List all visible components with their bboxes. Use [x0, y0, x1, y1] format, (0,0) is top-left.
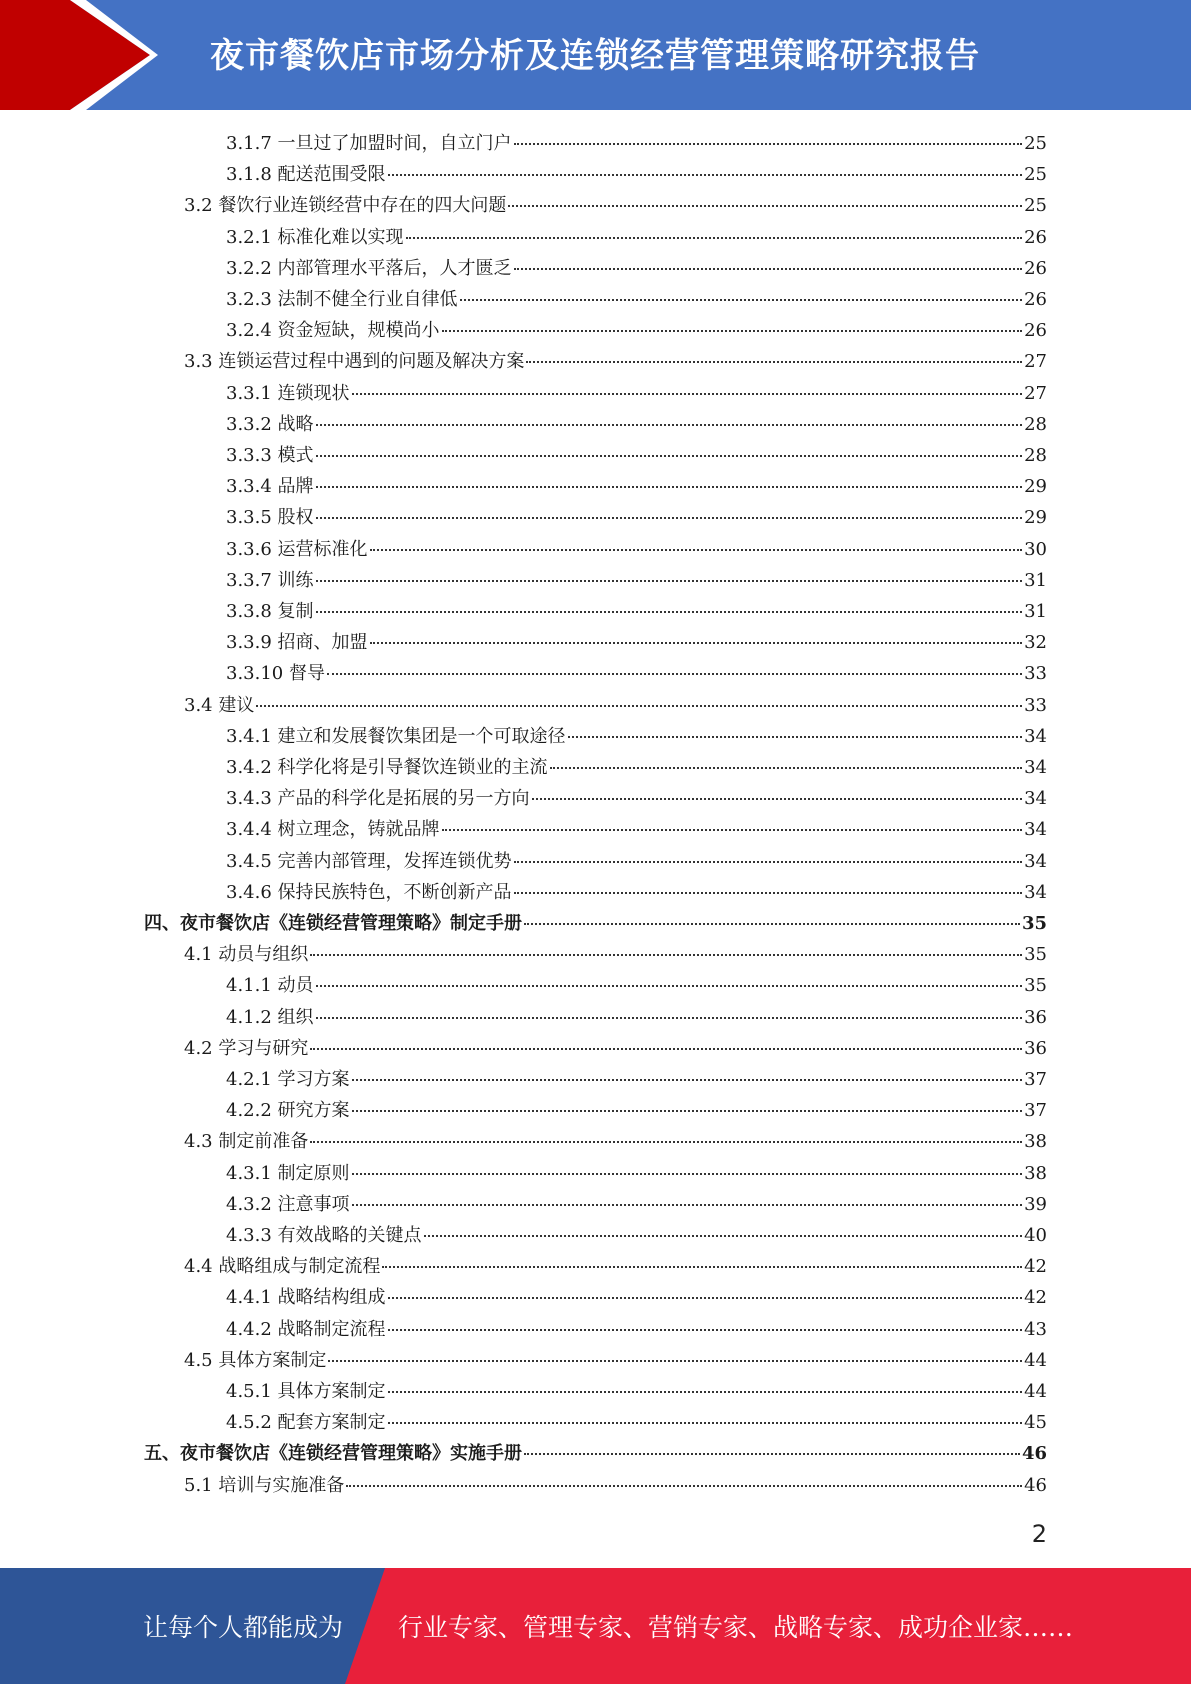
toc-entry-page: 28	[1024, 413, 1047, 435]
toc-entry[interactable]	[184, 939, 1047, 970]
page-number: 2	[1031, 1520, 1047, 1548]
footer-slogan-left: 让每个人都能成为	[143, 1613, 344, 1642]
toc-entry[interactable]	[226, 596, 1047, 627]
toc-dot-leader	[550, 766, 1023, 769]
toc-entry[interactable]	[226, 1189, 1047, 1220]
toc-dot-leader	[524, 922, 1020, 925]
toc-entry-label: 4.4.1 战略结构组成	[226, 1287, 386, 1309]
toc-dot-leader	[514, 142, 1023, 145]
toc-entry-label: 4.3.2 注意事项	[226, 1193, 350, 1215]
toc-entry[interactable]	[184, 190, 1047, 221]
toc-dot-leader	[352, 1172, 1023, 1175]
toc-entry-page: 42	[1024, 1287, 1047, 1309]
toc-entry-page: 29	[1024, 476, 1047, 498]
toc-entry[interactable]	[226, 315, 1047, 346]
toc-entry-page: 34	[1024, 788, 1047, 810]
toc-entry-page: 34	[1024, 850, 1047, 872]
toc-dot-leader	[346, 1484, 1022, 1487]
toc-entry[interactable]	[226, 253, 1047, 284]
toc-entry-label: 3.1.8 配送范围受限	[226, 164, 386, 186]
toc-entry[interactable]	[226, 222, 1047, 253]
toc-entry-page: 26	[1024, 257, 1047, 279]
toc-dot-leader	[352, 392, 1023, 395]
toc-entry-label: 3.2.2 内部管理水平落后，人才匮乏	[226, 257, 512, 279]
toc-dot-leader	[514, 267, 1023, 270]
toc-entry-label: 3.3.1 连锁现状	[226, 382, 350, 404]
toc-entry-label: 3.4.2 科学化将是引导餐饮连锁业的主流	[226, 757, 548, 778]
toc-entry[interactable]	[144, 1438, 1047, 1469]
toc-entry-label: 3.3.8 复制	[226, 601, 314, 622]
toc-dot-leader	[460, 298, 1023, 301]
toc-dot-leader	[388, 1421, 1023, 1424]
toc-entry[interactable]	[226, 783, 1047, 814]
toc-entry[interactable]	[184, 1126, 1047, 1157]
toc-entry-label: 3.3.3 模式	[226, 445, 314, 466]
toc-entry-page: 32	[1024, 632, 1047, 654]
toc-entry-page: 25	[1024, 133, 1047, 154]
toc-entry-label: 3.4.4 树立理念，铸就品牌	[226, 819, 440, 841]
toc-entry-page: 36	[1024, 1037, 1047, 1059]
toc-dot-leader	[382, 1265, 1022, 1268]
toc-entry[interactable]	[226, 1158, 1047, 1189]
toc-entry[interactable]	[226, 378, 1047, 409]
toc-entry-label: 4.2.1 学习方案	[226, 1069, 350, 1090]
toc-dot-leader	[442, 329, 1023, 332]
toc-entry-page: 38	[1024, 1162, 1047, 1184]
chevron-logo-icon	[0, 0, 160, 110]
toc-dot-leader	[316, 579, 1023, 582]
toc-entry-page: 33	[1024, 663, 1047, 685]
toc-entry-label: 3.4 建议	[184, 694, 255, 716]
toc-entry-label: 3.4.5 完善内部管理，发挥连锁优势	[226, 850, 512, 872]
toc-entry-page: 30	[1024, 538, 1047, 560]
toc-entry[interactable]	[226, 1002, 1047, 1033]
toc-entry-page: 35	[1024, 975, 1047, 997]
toc-entry-page: 34	[1024, 757, 1047, 778]
toc-entry-page: 34	[1024, 881, 1047, 903]
toc-entry-page: 31	[1024, 601, 1047, 622]
toc-dot-leader	[442, 828, 1023, 831]
toc-dot-leader	[316, 516, 1023, 519]
toc-dot-leader	[316, 984, 1023, 987]
toc-entry-page: 25	[1024, 164, 1047, 186]
toc-entry-label: 3.2.4 资金短缺，规模尚小	[226, 320, 440, 342]
toc-entry-page: 40	[1024, 1225, 1047, 1246]
toc-entry-label: 3.3.7 训练	[226, 569, 314, 591]
toc-dot-leader	[352, 1109, 1023, 1112]
toc-entry-label: 4.1 动员与组织	[184, 944, 309, 966]
toc-entry-page: 25	[1024, 195, 1047, 217]
toc-entry[interactable]	[144, 908, 1047, 939]
toc-dot-leader	[352, 1078, 1023, 1081]
toc-entry-label: 3.2 餐饮行业连锁经营中存在的四大问题	[184, 195, 507, 217]
toc-dot-leader	[352, 1203, 1023, 1206]
toc-entry-label: 4.5.1 具体方案制定	[226, 1381, 386, 1402]
toc-entry-page: 46	[1024, 1474, 1047, 1496]
toc-dot-leader	[406, 236, 1023, 239]
toc-entry[interactable]	[184, 1345, 1047, 1376]
toc-entry-page: 38	[1024, 1131, 1047, 1153]
toc-dot-leader	[388, 173, 1023, 176]
toc-entry[interactable]	[184, 1251, 1047, 1282]
toc-entry[interactable]	[184, 1033, 1047, 1064]
toc-dot-leader	[328, 1359, 1022, 1362]
toc-entry-label: 4.2 学习与研究	[184, 1037, 309, 1059]
toc-entry[interactable]	[226, 471, 1047, 502]
toc-entry[interactable]	[226, 846, 1047, 877]
toc-dot-leader	[568, 735, 1023, 738]
toc-entry[interactable]	[226, 534, 1047, 565]
toc-entry-label: 4.5.2 配套方案制定	[226, 1412, 386, 1434]
toc-entry-label: 五、夜市餐饮店《连锁经营管理策略》实施手册	[144, 1443, 522, 1465]
toc-entry[interactable]	[226, 814, 1047, 845]
toc-entry-label: 3.4.6 保持民族特色，不断创新产品	[226, 881, 512, 903]
toc-entry[interactable]	[226, 440, 1047, 471]
toc-entry-page: 27	[1024, 351, 1047, 373]
toc-entry-label: 3.4.3 产品的科学化是拓展的另一方向	[226, 788, 530, 810]
toc-dot-leader	[388, 1296, 1023, 1299]
toc-dot-leader	[327, 672, 1022, 675]
page-header	[0, 0, 1191, 110]
toc-entry[interactable]	[226, 752, 1047, 783]
toc-entry-label: 4.2.2 研究方案	[226, 1100, 350, 1122]
toc-entry[interactable]	[184, 690, 1047, 721]
footer-slogan-right: 行业专家、管理专家、营销专家、战略专家、成功企业家……	[398, 1613, 1074, 1642]
toc-entry-page: 46	[1021, 1443, 1047, 1465]
toc-entry-label: 4.1.2 组织	[226, 1006, 314, 1028]
toc-dot-leader	[370, 641, 1023, 644]
toc-entry-label: 3.4.1 建立和发展餐饮集团是一个可取途径	[226, 725, 566, 747]
toc-entry-label: 3.3.5 股权	[226, 507, 314, 529]
toc-entry-page: 26	[1024, 289, 1047, 310]
toc-entry-label: 3.3.2 战略	[226, 413, 314, 435]
toc-entry[interactable]	[226, 1376, 1047, 1407]
toc-entry-label: 4.4 战略组成与制定流程	[184, 1256, 381, 1278]
toc-entry-label: 四、夜市餐饮店《连锁经营管理策略》制定手册	[144, 913, 522, 934]
toc-entry[interactable]	[226, 970, 1047, 1001]
toc-entry-label: 3.3 连锁运营过程中遇到的问题及解决方案	[184, 351, 525, 373]
toc-entry-label: 4.3.1 制定原则	[226, 1162, 350, 1184]
toc-dot-leader	[388, 1328, 1023, 1331]
toc-entry-page: 36	[1024, 1006, 1047, 1028]
toc-entry-page: 28	[1024, 445, 1047, 466]
toc-dot-leader	[310, 1140, 1022, 1143]
toc-entry-page: 29	[1024, 507, 1047, 529]
toc-dot-leader	[316, 485, 1023, 488]
toc-entry[interactable]	[226, 877, 1047, 908]
toc-entry-label: 4.3.3 有效战略的关键点	[226, 1225, 422, 1246]
toc-entry-page: 34	[1024, 819, 1047, 841]
toc-dot-leader	[310, 1047, 1022, 1050]
toc-entry-page: 39	[1024, 1193, 1047, 1215]
toc-entry-label: 3.3.6 运营标准化	[226, 538, 368, 560]
toc-entry-label: 3.3.4 品牌	[226, 476, 314, 498]
toc-entry[interactable]	[226, 284, 1047, 315]
toc-entry[interactable]	[226, 128, 1047, 159]
toc-entry-page: 43	[1024, 1318, 1047, 1340]
toc-dot-leader	[316, 423, 1023, 426]
toc-dot-leader	[316, 1016, 1023, 1019]
toc-entry-page: 33	[1024, 694, 1047, 716]
toc-entry[interactable]	[226, 159, 1047, 190]
toc-entry-page: 37	[1024, 1100, 1047, 1122]
toc-entry[interactable]	[226, 1064, 1047, 1095]
toc-dot-leader	[424, 1234, 1023, 1237]
page-footer	[0, 1568, 1191, 1684]
toc-dot-leader	[524, 1452, 1020, 1455]
toc-entry[interactable]	[226, 721, 1047, 752]
toc-entry-label: 3.2.1 标准化难以实现	[226, 226, 404, 248]
toc-dot-leader	[256, 704, 1022, 707]
toc-dot-leader	[532, 797, 1023, 800]
toc-entry[interactable]	[184, 1470, 1047, 1501]
toc-entry[interactable]	[226, 1314, 1047, 1345]
toc-entry-label: 3.2.3 法制不健全行业自律低	[226, 289, 458, 310]
toc-entry-page: 26	[1024, 226, 1047, 248]
document-title: 夜市餐饮店市场分析及连锁经营管理策略研究报告	[210, 36, 980, 76]
toc-entry-label: 3.1.7 一旦过了加盟时间，自立门户	[226, 133, 512, 154]
toc-entry-label: 4.5 具体方案制定	[184, 1349, 327, 1371]
toc-dot-leader	[370, 548, 1023, 551]
toc-entry-page: 35	[1024, 944, 1047, 966]
toc-entry[interactable]	[184, 346, 1047, 377]
toc-dot-leader	[388, 1390, 1023, 1393]
toc-entry-label: 3.3.10 督导	[226, 663, 325, 685]
toc-entry[interactable]	[226, 1407, 1047, 1438]
toc-entry-page: 42	[1024, 1256, 1047, 1278]
toc-entry[interactable]	[226, 565, 1047, 596]
toc-entry-label: 4.3 制定前准备	[184, 1131, 309, 1153]
toc-entry-page: 35	[1021, 913, 1047, 934]
toc-dot-leader	[310, 953, 1022, 956]
toc-entry-label: 4.4.2 战略制定流程	[226, 1318, 386, 1340]
toc-entry[interactable]	[226, 1095, 1047, 1126]
toc-entry[interactable]	[226, 1282, 1047, 1313]
toc-dot-leader	[526, 360, 1022, 363]
toc-entry[interactable]	[226, 627, 1047, 658]
toc-dot-leader	[514, 860, 1023, 863]
toc-entry[interactable]	[226, 658, 1047, 689]
toc-entry-page: 37	[1024, 1069, 1047, 1090]
toc-entry-page: 26	[1024, 320, 1047, 342]
toc-entry[interactable]	[226, 502, 1047, 533]
toc-entry-page: 44	[1024, 1381, 1047, 1402]
toc-entry-page: 31	[1024, 569, 1047, 591]
toc-entry-page: 44	[1024, 1349, 1047, 1371]
toc-entry-page: 27	[1024, 382, 1047, 404]
toc-entry-page: 34	[1024, 725, 1047, 747]
toc-entry-label: 5.1 培训与实施准备	[184, 1474, 345, 1496]
toc-dot-leader	[514, 891, 1023, 894]
toc-dot-leader	[508, 204, 1022, 207]
toc-entry-page: 45	[1024, 1412, 1047, 1434]
toc-entry[interactable]	[226, 409, 1047, 440]
toc-dot-leader	[316, 610, 1023, 613]
toc-dot-leader	[316, 454, 1023, 457]
toc-entry-label: 4.1.1 动员	[226, 975, 314, 997]
toc-entry[interactable]	[226, 1220, 1047, 1251]
toc-entry-label: 3.3.9 招商、加盟	[226, 632, 368, 654]
